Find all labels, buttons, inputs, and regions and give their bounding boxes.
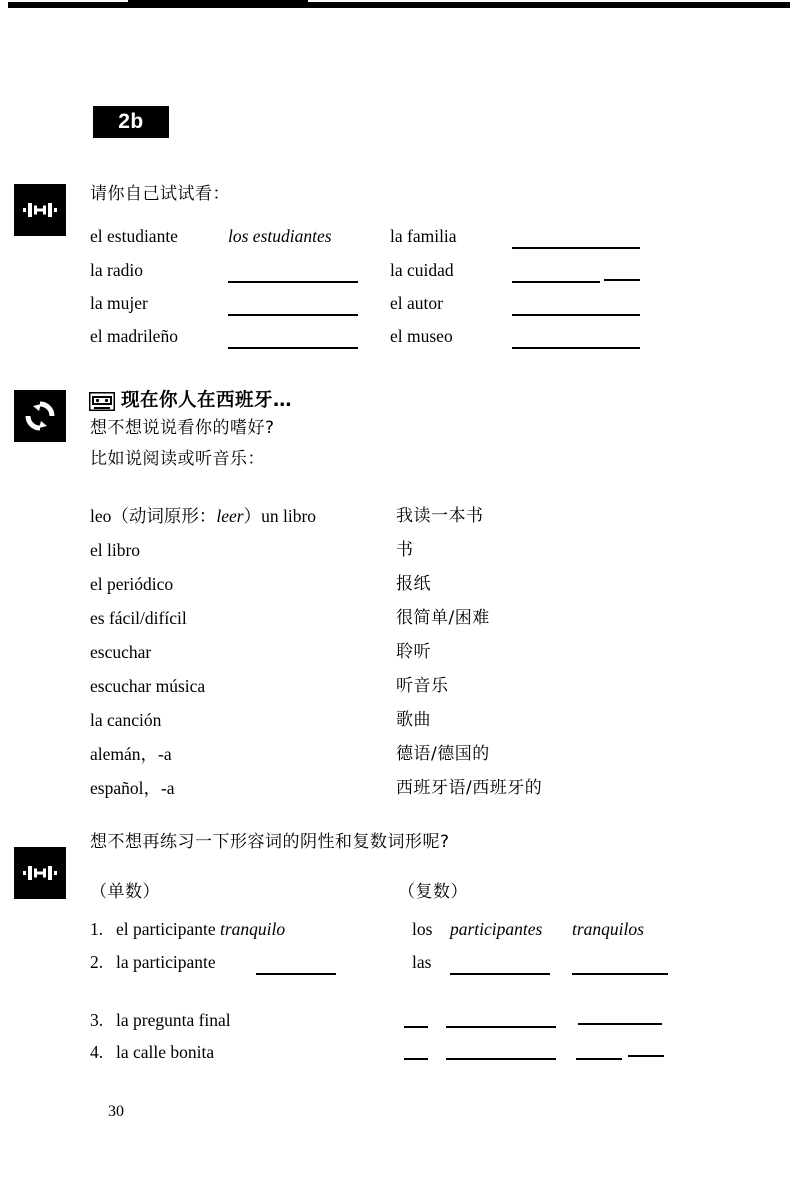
plurals-instruction: 请你自己试试看： <box>90 184 230 204</box>
adjectives-row-1-noun: participantes <box>450 919 543 939</box>
adjectives-instruction: 想不想再练习一下形容词的阴性和复数词形呢? <box>90 832 450 852</box>
adjectives-row-2-adjective-blank[interactable] <box>572 973 668 975</box>
adjectives-row-2-singular-blank[interactable] <box>256 973 336 975</box>
spain-heading: 现在你人在西班牙… <box>121 390 293 411</box>
adjectives-row-1-number: 1. <box>90 919 104 939</box>
plurals-left-singular-3: el madrileño <box>90 326 178 346</box>
vocab-spanish-0-italic: leer <box>216 506 244 526</box>
adjectives-row-4-article-blank[interactable] <box>404 1058 428 1060</box>
adjectives-header-singular: （单数） <box>90 882 160 902</box>
vocab-spanish-6: la canción <box>90 710 162 730</box>
plurals-right-blank-2[interactable] <box>512 314 640 316</box>
plurals-right-blank-1a[interactable] <box>512 281 600 283</box>
adjectives-row-4-noun-blank[interactable] <box>446 1058 556 1060</box>
adjectives-row-3-adjective-blank[interactable] <box>578 1023 662 1025</box>
plurals-left-singular-1: la radio <box>90 260 143 280</box>
adjectives-row-1-adjective: tranquilos <box>572 919 644 939</box>
dumbbell-icon-2 <box>14 847 66 899</box>
vocab-spanish-5: escuchar música <box>90 676 206 696</box>
adjectives-row-4-number: 4. <box>90 1042 104 1062</box>
vocab-spanish-1: el libro <box>90 540 141 560</box>
page-number: 30 <box>108 1103 124 1120</box>
adjectives-row-1-article: los <box>412 919 433 939</box>
vocab-chinese-8: 西班牙语/西班牙的 <box>396 778 543 798</box>
plurals-left-singular-2: la mujer <box>90 293 148 313</box>
spain-subheading-1: 想不想说说看你的嗜好? <box>90 418 275 438</box>
plurals-left-blank-1[interactable] <box>228 281 358 283</box>
vocab-chinese-6: 歌曲 <box>396 710 431 730</box>
plurals-right-blank-0[interactable] <box>512 247 640 249</box>
plurals-left-blank-2[interactable] <box>228 314 358 316</box>
adjectives-row-2-article: las <box>412 952 432 972</box>
plurals-right-blank-3[interactable] <box>512 347 640 349</box>
vocab-chinese-5: 听音乐 <box>396 676 449 696</box>
plurals-left-answer-0: los estudiantes <box>228 226 332 246</box>
vocab-spanish-0 <box>90 506 316 527</box>
vocab-spanish-3: es fácil/difícil <box>90 608 187 628</box>
circular-arrows-icon <box>14 390 66 442</box>
vocab-chinese-3: 很简单/困难 <box>396 608 490 628</box>
vocab-chinese-0: 我读一本书 <box>396 506 484 526</box>
adjectives-row-3-article-blank[interactable] <box>404 1026 428 1028</box>
cassette-tape-icon <box>89 392 115 416</box>
plurals-left-singular-0: el estudiante <box>90 226 178 246</box>
adjectives-row-2-number: 2. <box>90 952 104 972</box>
plurals-right-blank-1b[interactable] <box>604 279 640 281</box>
adjectives-row-4-adjective-blank-b[interactable] <box>628 1055 664 1057</box>
vocab-chinese-4: 聆听 <box>396 642 431 662</box>
plurals-right-singular-2: el autor <box>390 293 443 313</box>
dumbbell-icon <box>14 184 66 236</box>
vocab-chinese-1: 书 <box>396 540 414 560</box>
adjectives-row-2-noun-blank[interactable] <box>450 973 550 975</box>
spain-subheading-2: 比如说阅读或听音乐： <box>90 449 265 469</box>
scan-artifact-bar <box>8 2 790 8</box>
plurals-left-blank-3[interactable] <box>228 347 358 349</box>
adjectives-row-1-singular <box>116 919 285 940</box>
plurals-right-singular-0: la familia <box>390 226 457 246</box>
vocab-spanish-8: español，-a <box>90 778 175 798</box>
adjectives-row-2-singular: la participante <box>116 952 216 972</box>
vocab-chinese-7: 德语/德国的 <box>396 744 490 764</box>
vocab-spanish-0-pre: leo（动词原形： <box>90 506 217 526</box>
vocab-spanish-2: el periódico <box>90 574 174 594</box>
adjectives-row-1-singular-italic: tranquilo <box>219 919 286 939</box>
vocab-spanish-4: escuchar <box>90 642 152 662</box>
plurals-right-singular-3: el museo <box>390 326 453 346</box>
adjectives-row-3-number: 3. <box>90 1010 104 1030</box>
vocab-spanish-0-post: ）un libro <box>243 506 317 526</box>
adjectives-row-4-singular: la calle bonita <box>116 1042 215 1062</box>
adjectives-row-3-singular: la pregunta final <box>116 1010 231 1030</box>
plurals-right-singular-1: la cuidad <box>390 260 454 280</box>
vocab-chinese-2: 报纸 <box>396 574 431 594</box>
adjectives-row-4-adjective-blank-a[interactable] <box>576 1058 622 1060</box>
vocab-spanish-7: alemán，-a <box>90 744 172 764</box>
adjectives-row-3-noun-blank[interactable] <box>446 1026 556 1028</box>
adjectives-row-1-singular-plain: el participante <box>116 919 220 939</box>
adjectives-header-plural: （复数） <box>398 882 468 902</box>
section-badge-2b: 2b <box>93 106 169 138</box>
